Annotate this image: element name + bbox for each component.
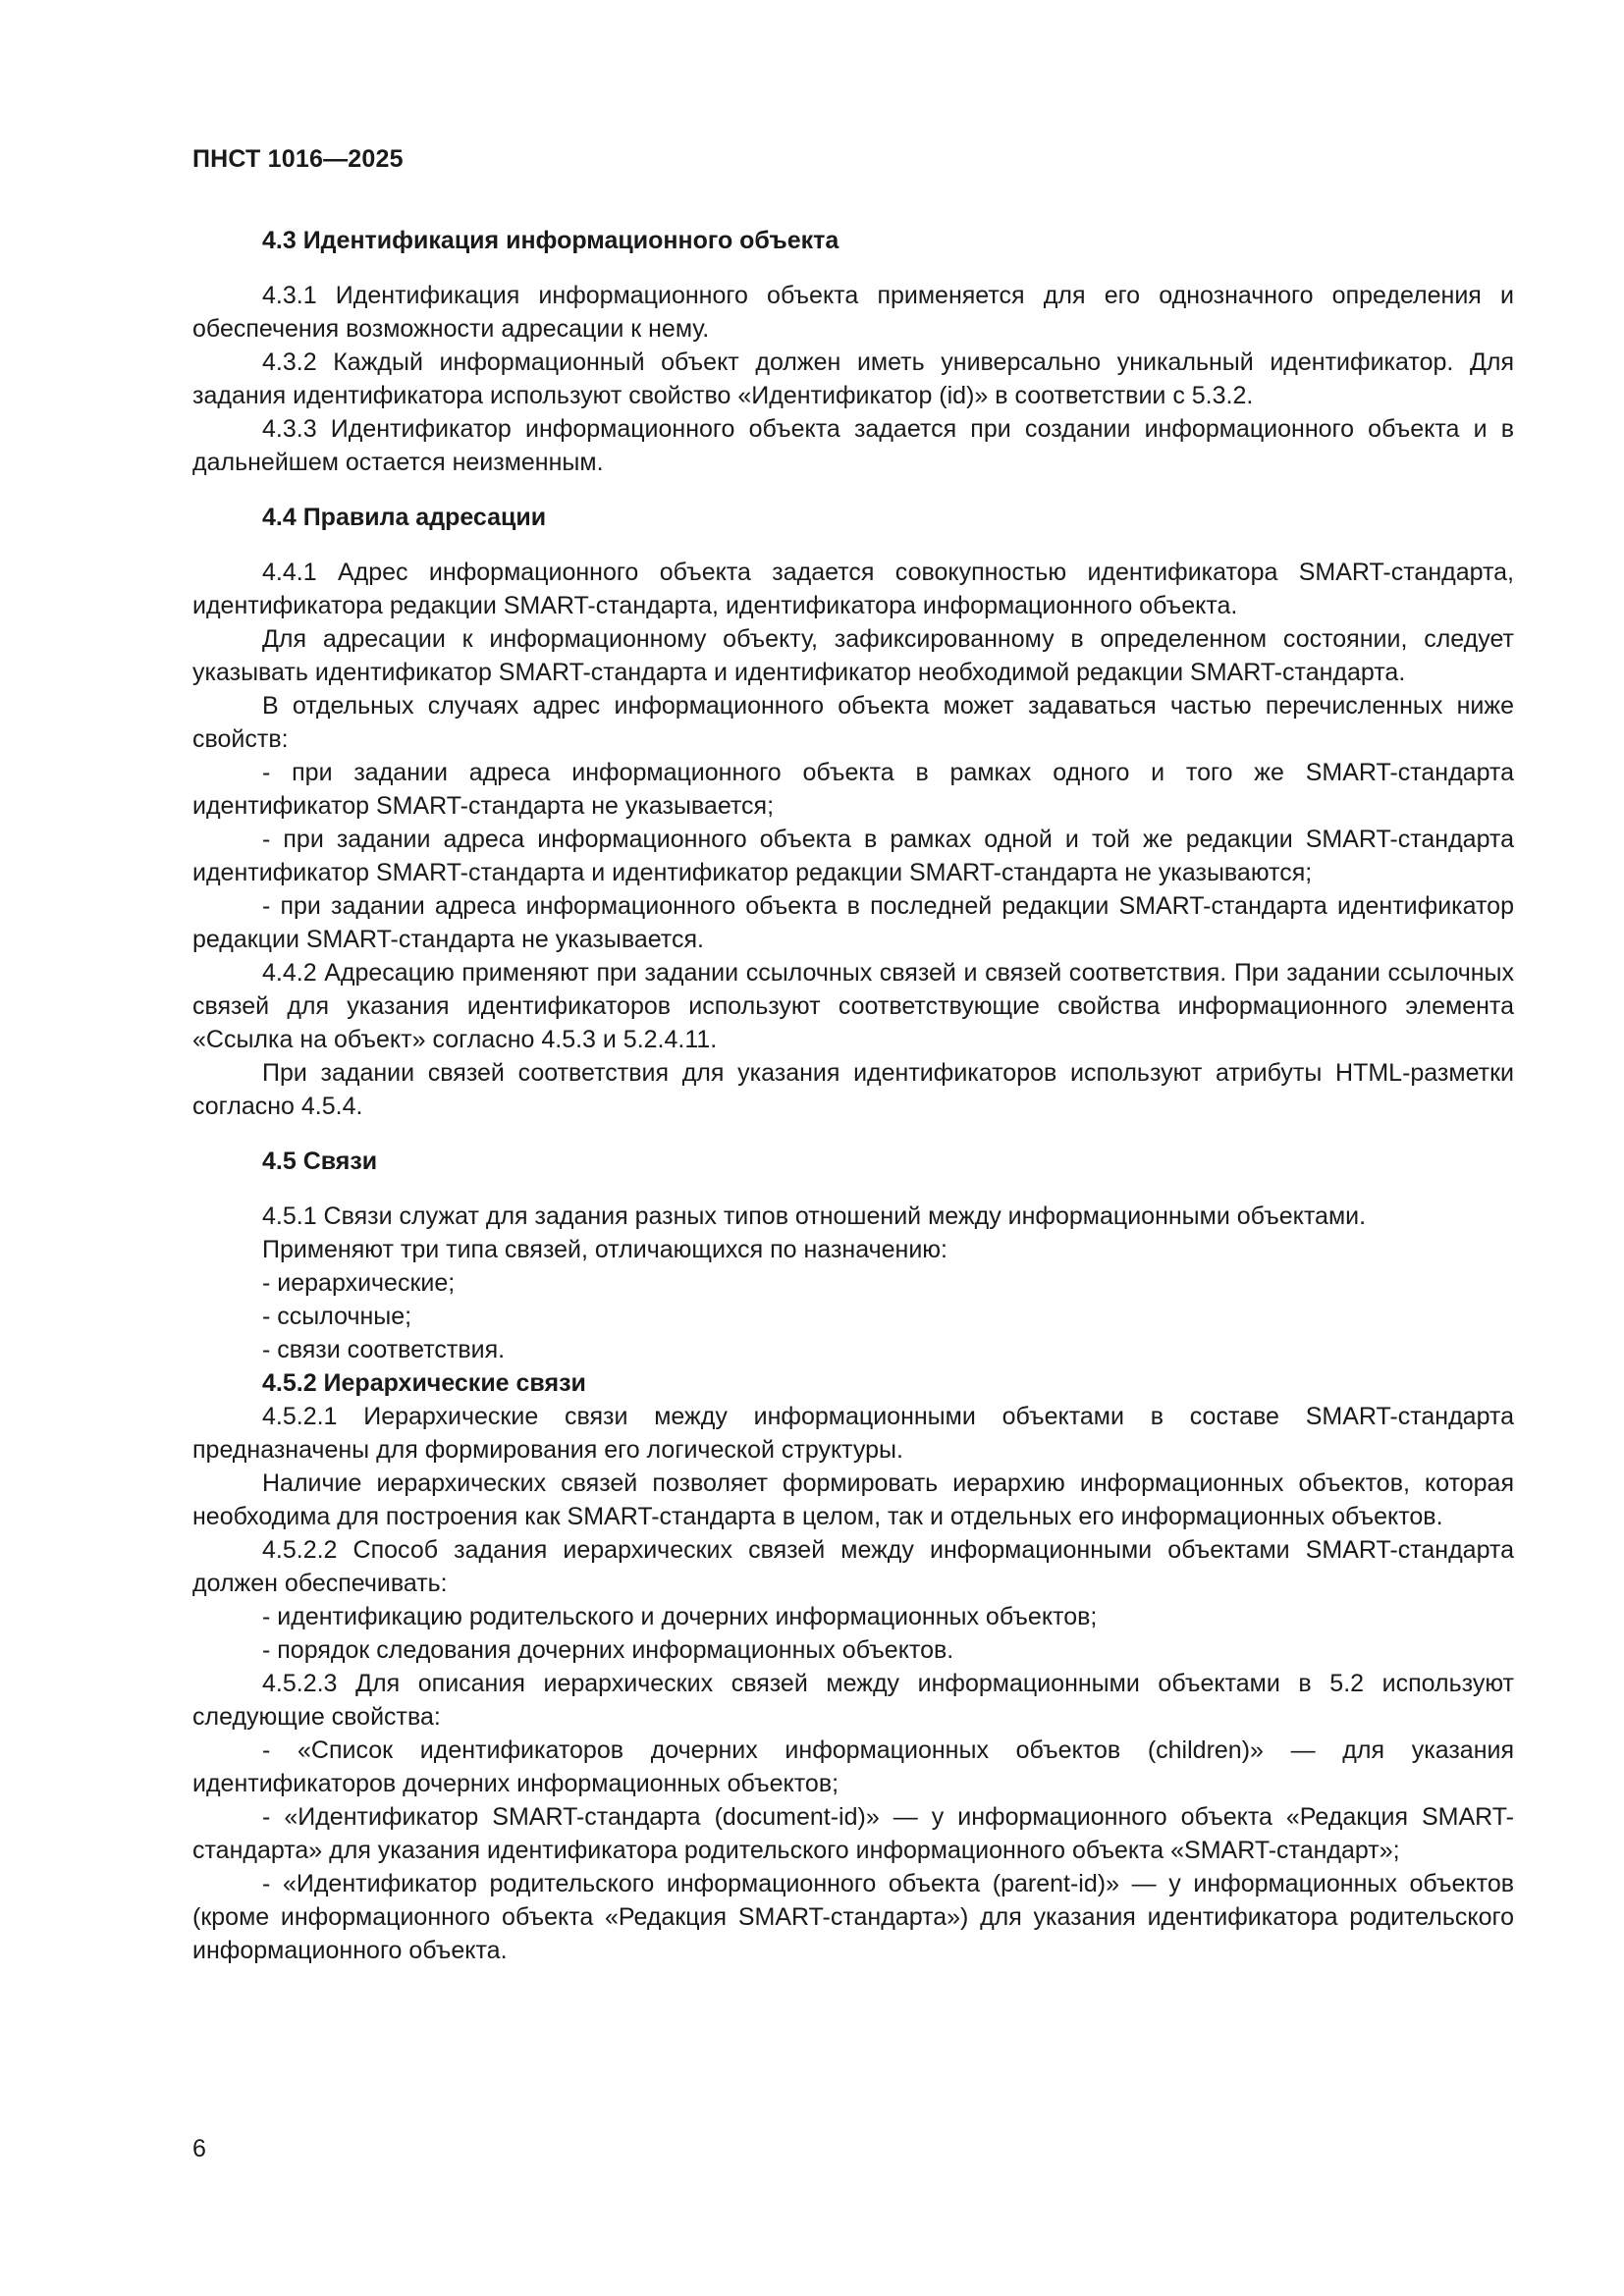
paragraph-4-4-1-addressing: Для адресации к информационному объекту, зафиксированному в определенном состоянии, следует указывать идентификатор SMART-стандарта и идентификатор необходимой редакции SMART-стандарта. xyxy=(192,625,1514,686)
paragraph-4-4-1: 4.4.1 Адрес информационного объекта задается совокупностью идентификатора SMART-стандарта, идентификатора редакции SMART-стандарта, идентификатора информационного объекта. xyxy=(192,559,1514,619)
paragraph-4-4-2: 4.4.2 Адресацию применяют при задании ссылочных связей и связей соответствия. При задании ссылочных связей для указания идентификаторов используют соответствующие свойства информационного элемента «Ссылка на объект» согласно 4.5.3 и 5.2.4.11. xyxy=(192,959,1514,1053)
list-item: - при задании адреса информационного объекта в последней редакции SMART-стандарта идентификатор редакции SMART-стандарта не указывается. xyxy=(192,892,1514,953)
list-item: - идентификацию родительского и дочерних информационных объектов; xyxy=(262,1603,1098,1630)
list-item: - иерархические; xyxy=(262,1269,456,1297)
paragraph-4-5-2-1-hierarchy: Наличие иерархических связей позволяет формировать иерархию информационных объектов, которая необходима для построения как SMART-стандарта в целом, так и отдельных его информационных объектов. xyxy=(192,1469,1514,1530)
paragraph-4-4-2-html: При задании связей соответствия для указания идентификаторов используют атрибуты HTML-разметки согласно 4.5.4. xyxy=(192,1059,1514,1120)
section-4-4-heading: 4.4 Правила адресации xyxy=(262,504,547,531)
list-item: - при задании адреса информационного объекта в рамках одного и того же SMART-стандарта идентификатор SMART-стандарта не указывается; xyxy=(192,759,1514,820)
paragraph-4-3-3: 4.3.3 Идентификатор информационного объекта задается при создании информационного объекта и в дальнейшем остается неизменным. xyxy=(192,415,1514,476)
paragraph-4-3-1: 4.3.1 Идентификация информационного объекта применяется для его однозначного определения и обеспечения возможности адресации к нему. xyxy=(192,282,1514,343)
paragraph-4-3-2: 4.3.2 Каждый информационный объект должен иметь универсально уникальный идентификатор. Для задания идентификатора используют свойство «Идентификатор (id)» в соответствии с 5.3.2. xyxy=(192,348,1514,409)
section-4-5-heading: 4.5 Связи xyxy=(262,1148,378,1175)
list-item: - связи соответствия. xyxy=(262,1336,506,1363)
list-item: - «Список идентификаторов дочерних информационных объектов (children)» — для указания идентификаторов дочерних информационных объектов; xyxy=(192,1736,1514,1797)
document-header: ПНСТ 1016—2025 xyxy=(192,145,404,173)
list-item: - порядок следования дочерних информационных объектов. xyxy=(262,1636,954,1664)
paragraph-4-5-1: 4.5.1 Связи служат для задания разных типов отношений между информационными объектами. xyxy=(262,1202,1367,1230)
page-number: 6 xyxy=(192,2135,206,2163)
list-item: - «Идентификатор SMART-стандарта (document-id)» — у информационного объекта «Редакция SMART-стандарта» для указания идентификатора родительского информационного объекта «SMART-стандарт»; xyxy=(192,1803,1514,1864)
document-body xyxy=(192,224,1514,1967)
paragraph-4-5-2-3: 4.5.2.3 Для описания иерархических связей между информационными объектами в 5.2 используют следующие свойства: xyxy=(192,1670,1514,1731)
list-item: - ссылочные; xyxy=(262,1303,412,1330)
list-item: - при задании адреса информационного объекта в рамках одной и той же редакции SMART-стандарта идентификатор SMART-стандарта и идентификатор редакции SMART-стандарта не указываются; xyxy=(192,826,1514,886)
list-item: - «Идентификатор родительского информационного объекта (parent-id)» — у информационных объектов (кроме информационного объекта «Редакция SMART-стандарта») для указания идентификатора родительского информационного объекта. xyxy=(192,1870,1514,1964)
paragraph-4-5-2-2: 4.5.2.2 Способ задания иерархических связей между информационными объектами SMART-стандарта должен обеспечивать: xyxy=(192,1536,1514,1597)
paragraph-4-5-1-types: Применяют три типа связей, отличающихся по назначению: xyxy=(262,1236,947,1263)
paragraph-4-5-2-1: 4.5.2.1 Иерархические связи между информационными объектами в составе SMART-стандарта предназначены для формирования его логической структуры. xyxy=(192,1403,1514,1464)
section-4-3-heading: 4.3 Идентификация информационного объекта xyxy=(262,227,839,254)
subsection-4-5-2-heading: 4.5.2 Иерархические связи xyxy=(262,1369,586,1397)
paragraph-4-4-1-partial: В отдельных случаях адрес информационного объекта может задаваться частью перечисленных ниже свойств: xyxy=(192,692,1514,753)
